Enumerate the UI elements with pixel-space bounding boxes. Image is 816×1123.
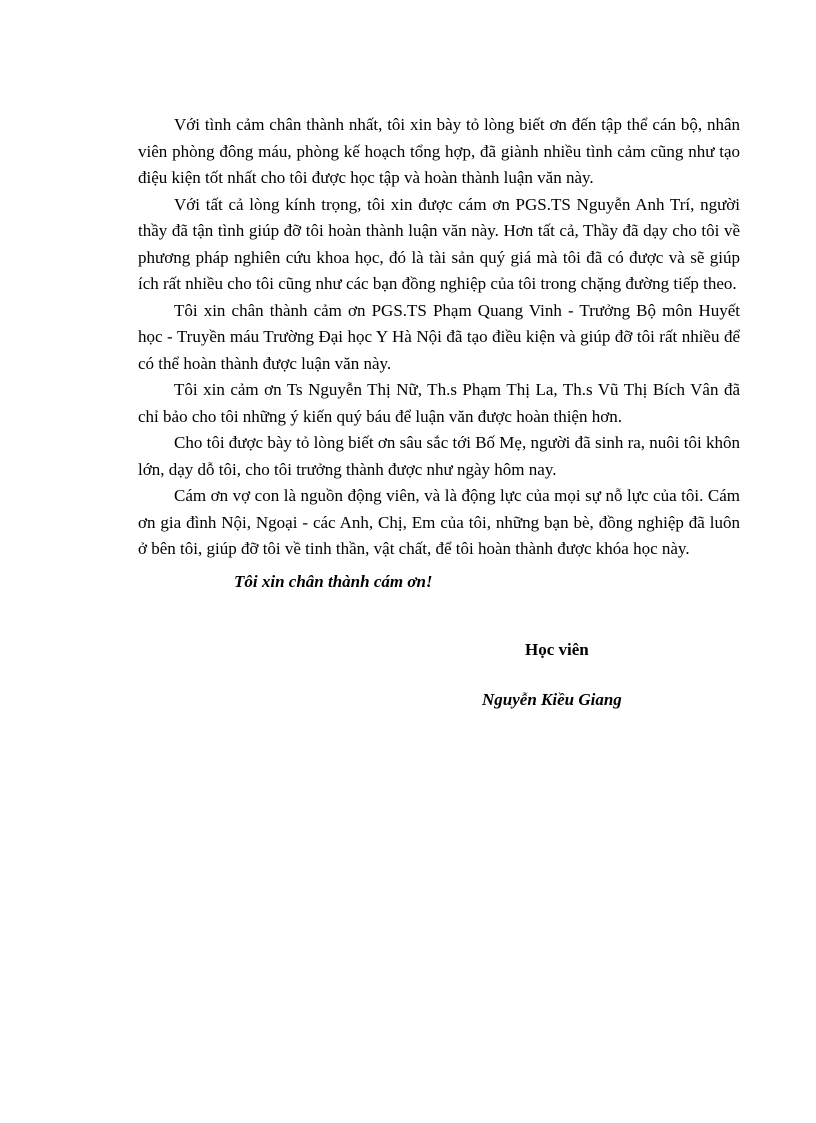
paragraph-4: Tôi xin cảm ơn Ts Nguyễn Thị Nữ, Th.s Phạm Thị La, Th.s Vũ Thị Bích Vân đã chỉ bảo cho tôi những ý kiến quý báu để luận văn được hoàn thiện hơn. <box>138 380 740 426</box>
paragraph-3: Tôi xin chân thành cảm ơn PGS.TS Phạm Quang Vinh - Trưởng Bộ môn Huyết học - Truyền máu Trường Đại học Y Hà Nội đã tạo điều kiện và giúp đỡ tôi rất nhiều để có thể hoàn thành được luận văn này. <box>138 300 740 373</box>
signature-role: Học viên <box>525 640 589 659</box>
paragraph-6: Cám ơn vợ con là nguồn động viên, và là động lực của mọi sự nỗ lực của tôi. Cám ơn gia đình Nội, Ngoại - các Anh, Chị, Em của tôi, những bạn bè, đồng nghiệp đã luôn ở bên tôi, giúp đỡ tôi về tinh thần, vật chất, để tôi hoàn thành được khóa học này. <box>138 486 740 558</box>
paragraph-5: Cho tôi được bày tỏ lòng biết ơn sâu sắc tới Bố Mẹ, người đã sinh ra, nuôi tôi khôn lớn, dạy dỗ tôi, cho tôi trưởng thành được như ngày hôm nay. <box>138 433 740 479</box>
acknowledgement-body <box>138 112 740 595</box>
paragraph-2: Với tất cả lòng kính trọng, tôi xin được cám ơn PGS.TS Nguyễn Anh Trí, người thầy đã tận tình giúp đỡ tôi hoàn thành luận văn này. Hơn tất cả, Thầy đã dạy cho tôi về phương pháp nghiên cứu khoa học, đó là tài sản quý giá mà tôi đã có được và sẽ giúp ích rất nhiều cho tôi cũng như các bạn đồng nghiệp của tôi trong chặng đường tiếp theo. <box>138 194 740 293</box>
closing-line: Tôi xin chân thành cám ơn! <box>234 571 433 591</box>
signature-name: Nguyễn Kiều Giang <box>482 690 622 709</box>
paragraph-1: Với tình cảm chân thành nhất, tôi xin bày tỏ lòng biết ơn đến tập thể cán bộ, nhân viên phòng đông máu, phòng kế hoạch tổng hợp, đã giành nhiều tình cảm cũng như tạo điệu kiện tốt nhất cho tôi được học tập và hoàn thành luận văn này. <box>138 115 740 187</box>
